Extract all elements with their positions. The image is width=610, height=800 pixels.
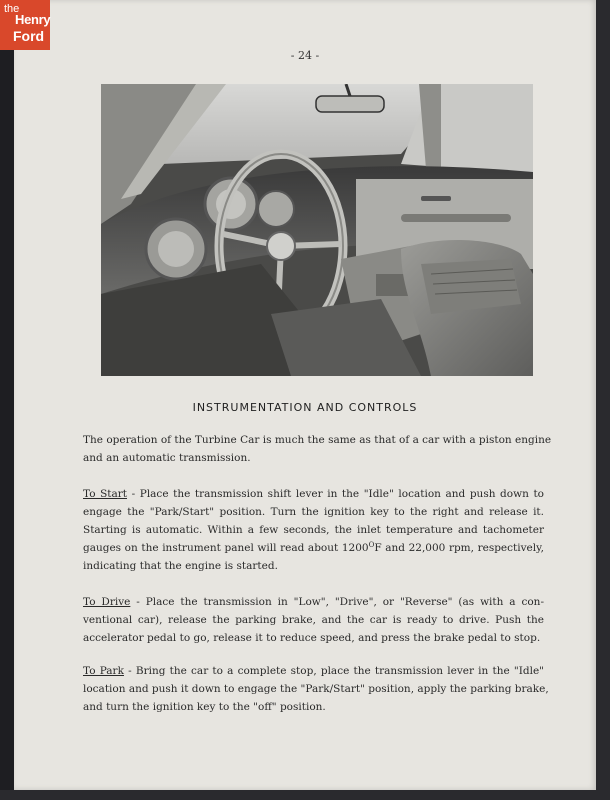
to-start-heading: To Start	[83, 488, 128, 500]
to-drive-heading: To Drive	[83, 596, 131, 608]
intro-line: and an automatic transmission.	[83, 452, 251, 464]
to-start-text: F and 22,000 rpm, respectively,	[374, 542, 544, 554]
logo-henry: Henry	[15, 12, 51, 27]
to-start-paragraph	[83, 485, 544, 575]
to-start-text: - Place the transmission shift lever in the "Idle" location and push down to	[127, 488, 544, 500]
section-title: INSTRUMENTATION AND CONTROLS	[192, 401, 418, 414]
to-drive-line	[83, 593, 544, 611]
to-park-line: location and push it down to engage the "Park/Start" position, apply the parking brake,	[83, 683, 549, 695]
document-page	[14, 0, 596, 790]
henry-ford-logo	[0, 0, 50, 50]
to-drive-line: accelerator pedal to go, release it to reduce speed, and press the brake pedal to stop.	[83, 632, 541, 644]
logo-ford: Ford	[13, 28, 45, 44]
intro-line: The operation of the Turbine Car is much the same as that of a car with a piston engine	[83, 434, 552, 446]
to-drive-text: - Place the transmission in "Low", "Drive", or "Reverse" (as with a con-	[130, 596, 544, 608]
dashboard-photo	[101, 84, 533, 376]
logo-the: the	[4, 3, 20, 15]
to-drive-paragraph	[83, 593, 544, 647]
to-start-line: Starting is automatic. Within a few seconds, the inlet temperature and tachometer	[83, 524, 544, 536]
dashboard-photo-illustration	[101, 84, 533, 376]
book-spine	[596, 0, 610, 800]
to-park-line: and turn the ignition key to the "off" position.	[83, 701, 326, 713]
bottom-edge	[0, 790, 610, 800]
to-start-text: gauges on the instrument panel will read about 1200	[83, 542, 369, 554]
to-drive-line: ventional car), release the parking brake, and the car is ready to drive. Push the	[83, 614, 544, 626]
page-number: - 24 -	[290, 49, 320, 62]
to-start-line: engage the "Park/Start" position. Turn the ignition key to the right and release it.	[83, 506, 544, 518]
to-start-line: indicating that the engine is started.	[83, 560, 278, 572]
to-start-line	[83, 485, 544, 503]
to-park-paragraph	[83, 662, 549, 716]
to-park-heading: To Park	[83, 665, 124, 677]
to-start-line	[83, 539, 544, 557]
degree-superscript: O	[368, 541, 375, 549]
to-park-text: - Bring the car to a complete stop, place the transmission lever in the "Idle"	[123, 665, 544, 677]
intro-paragraph	[83, 431, 552, 467]
to-park-line	[83, 662, 544, 680]
